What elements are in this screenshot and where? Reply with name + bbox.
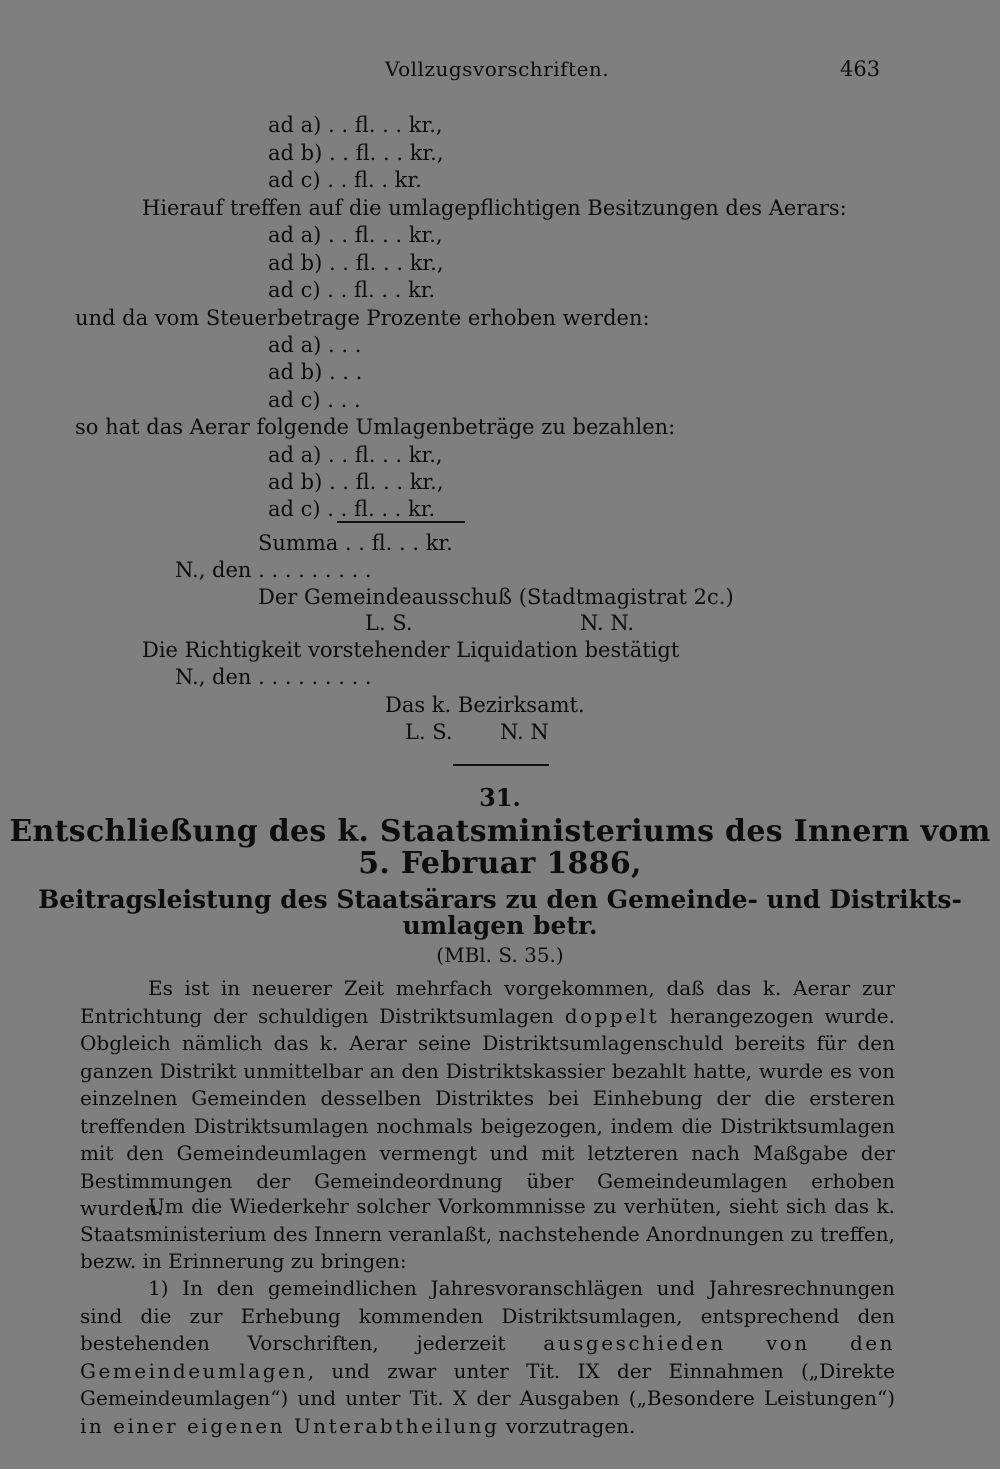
section-subtitle: Beitragsleistung des Staatsärars zu den Gemeinde- und Distrikts-	[38, 885, 962, 914]
text-run: vorzutragen.	[499, 1413, 636, 1438]
liquidation-line: ad c) . . .	[268, 388, 361, 412]
liquidation-line: ad b) . . .	[268, 360, 363, 384]
running-title: Vollzugsvorschriften.	[385, 57, 610, 81]
liquidation-line: ad a) . . .	[268, 333, 362, 357]
committee-signature: Der Gemeindeausschuß (Stadtmagistrat 2c.)	[258, 585, 734, 609]
body-paragraph	[80, 1275, 895, 1440]
liquidation-intro: so hat das Aerar folgende Umlagenbeträge zu bezahlen:	[75, 415, 676, 439]
section-number: 31.	[479, 783, 521, 812]
text-run: herangezogen wurde. Obgleich nämlich das k. Aerar seine Distriktsumlagenschuld bereits für den ganzen Distrikt unmittelbar an den Distriktskassier bezahlt hatte, wurde es von einzelnen Gemeinden desselben Distriktes bei Einhebung der die ersteren treffenden Distriktsumlagen nochmals beigezogen, indem die Distriktsumlagen mit den Gemeindeumlagen vermengt und mit letzteren nach Maßgabe der Bestimmungen der Gemeindeordnung über Gemeindeumlagen erhoben wurden.	[80, 1003, 895, 1220]
confirmation-text: Die Richtigkeit vorstehender Liquidation bestätigt	[142, 638, 680, 662]
seal-ls: L. S.	[405, 720, 453, 744]
emphasized-text: ausgeschieden von den Gemeindeumlagen	[80, 1331, 895, 1383]
liquidation-line: ad b) . . fl. . . kr.,	[268, 251, 444, 275]
text-run: Es ist in neuerer Zeit mehrfach vorgekommen, daß das k. Aerar zur Entrichtung der schuldigen Distriktsumlagen	[80, 976, 895, 1028]
signatory-nn: N. N.	[580, 611, 635, 635]
body-paragraph	[80, 975, 895, 1223]
text-run: , und zwar unter Tit. IX der Einnahmen („Direkte Gemeindeumlagen“) und unter Tit. X der Ausgaben („Besondere Leistungen“)	[80, 1358, 895, 1410]
text-run: Um die Wiederkehr solcher Vorkommnisse zu verhüten, sieht sich das k. Staatsministerium des Innern veranlaßt, nachstehende Anordnungen zu treffen, bezw. in Erinnerung zu bringen:	[80, 1194, 895, 1273]
liquidation-line: ad a) . . fl. . . kr.,	[268, 113, 443, 137]
liquidation-line: ad c) . . fl. . kr.	[268, 168, 422, 192]
place-date: N., den . . . . . . . . .	[175, 558, 372, 582]
text-run: 1) In den gemeindlichen Jahresvoranschlägen und Jahresrechnungen sind die zur Erhebung kommenden Distriktsumlagen, entsprechend den bestehenden Vorschriften, jederzeit	[80, 1276, 895, 1355]
liquidation-line: ad c) . . fl. . . kr.	[268, 497, 436, 521]
section-title: Entschließung des k. Staatsministeriums des Innern vom	[9, 814, 991, 849]
page-number: 463	[840, 57, 881, 81]
section-subtitle: umlagen betr.	[402, 911, 598, 940]
office-signature: Das k. Bezirksamt.	[385, 693, 585, 717]
liquidation-line: ad c) . . fl. . . kr.	[268, 278, 436, 302]
emphasized-text: in einer eigenen Unterabtheilung	[80, 1413, 500, 1438]
summa-line: Summa . . fl. . . kr.	[258, 531, 453, 555]
source-reference: (MBl. S. 35.)	[436, 943, 564, 967]
liquidation-line: ad b) . . fl. . . kr.,	[268, 470, 444, 494]
liquidation-intro: und da vom Steuerbetrage Prozente erhoben werden:	[75, 306, 650, 330]
liquidation-line: ad a) . . fl. . . kr.,	[268, 443, 443, 467]
section-title-date: 5. Februar 1886,	[358, 846, 642, 881]
signatory-nn: N. N	[500, 720, 549, 744]
place-date: N., den . . . . . . . . .	[175, 665, 372, 689]
sum-rule	[337, 521, 465, 523]
liquidation-line: ad a) . . fl. . . kr.,	[268, 223, 443, 247]
section-divider	[453, 764, 549, 766]
liquidation-intro: Hierauf treffen auf die umlagepflichtigen Besitzungen des Aerars:	[142, 196, 847, 220]
seal-ls: L. S.	[365, 611, 413, 635]
body-paragraph	[80, 1193, 895, 1276]
emphasized-text: doppelt	[564, 1003, 659, 1028]
liquidation-line: ad b) . . fl. . . kr.,	[268, 141, 444, 165]
